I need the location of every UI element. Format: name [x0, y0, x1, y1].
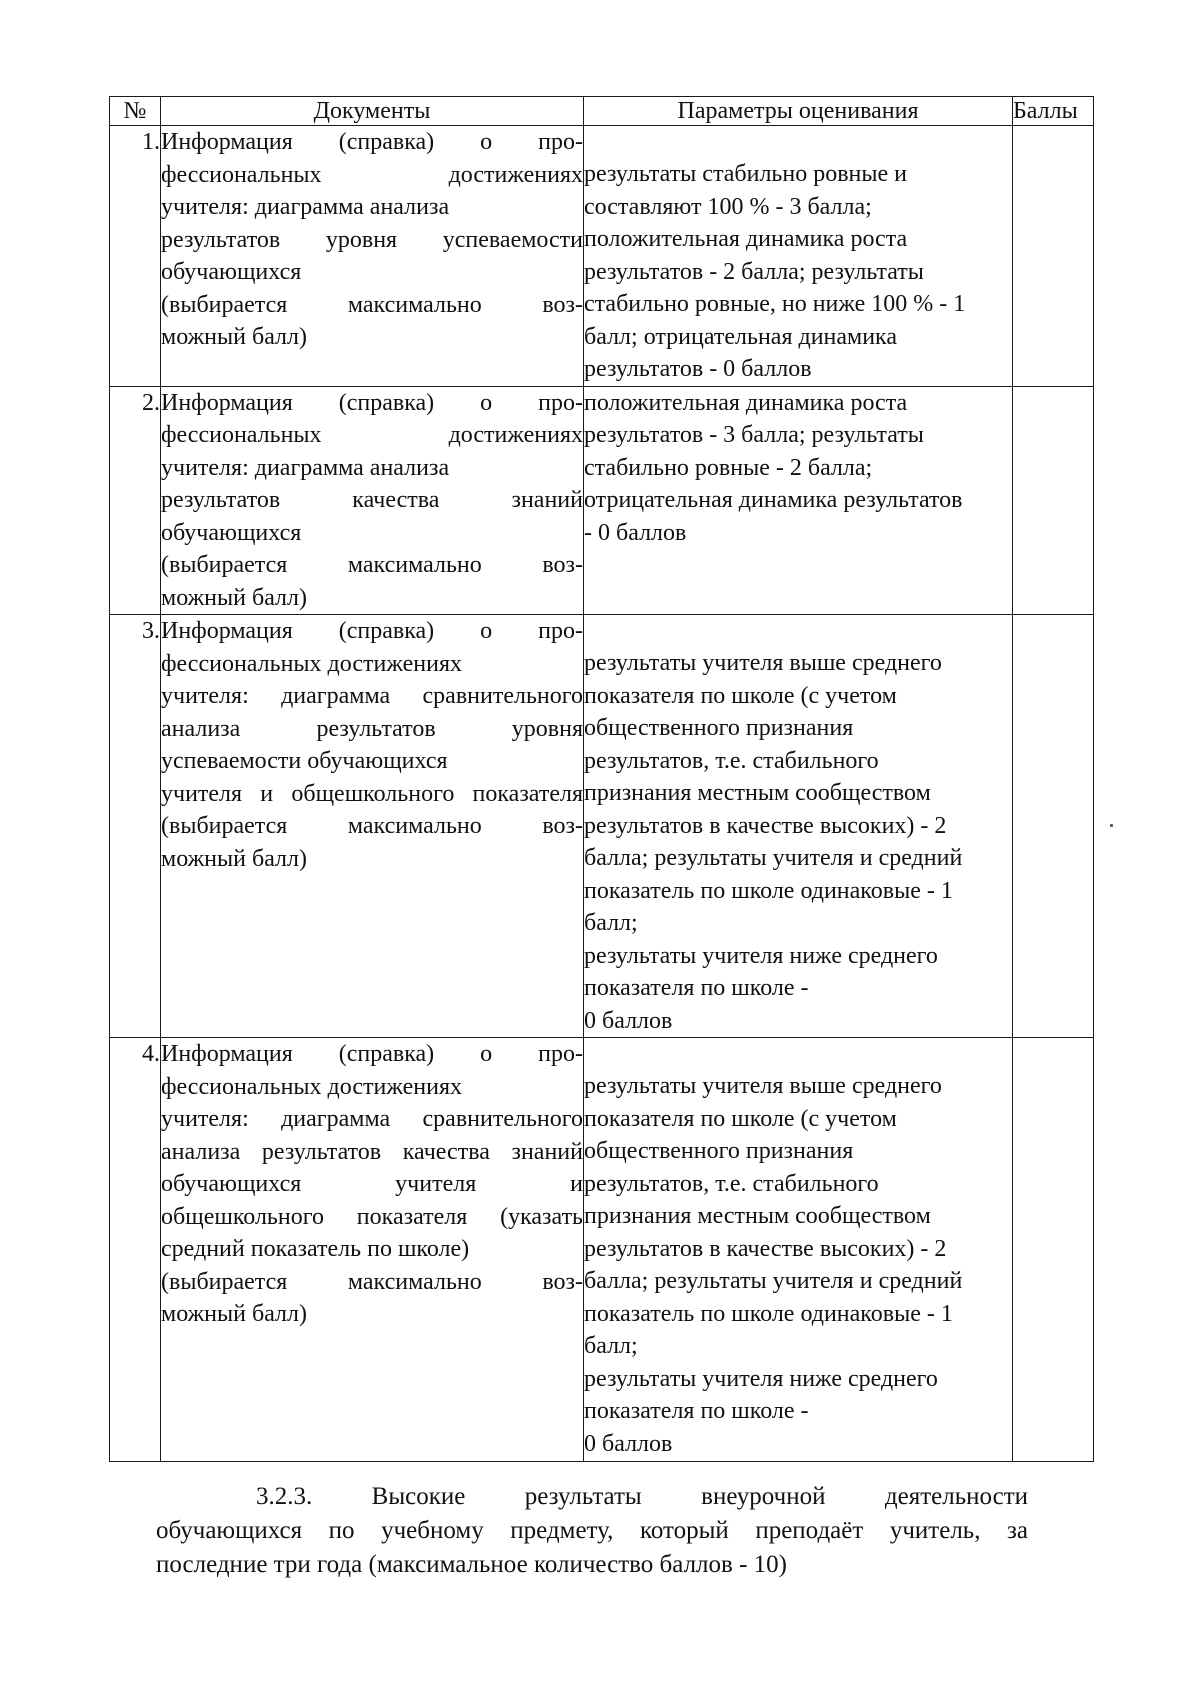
parameter-line: 0 баллов — [584, 1430, 673, 1457]
parameter-line: результатов - 0 баллов — [584, 356, 812, 382]
scan-speck — [1110, 824, 1113, 827]
parameter-line: показателя по школе (с учетом — [584, 1105, 897, 1132]
document-line: (выбирается максимально воз- — [161, 291, 583, 318]
document-line: результатов уровня успеваемости — [161, 226, 583, 253]
parameter-line: результатов, т.е. стабильного — [584, 747, 879, 774]
table-header-row — [110, 97, 1094, 126]
parameter-line: признания местным сообществом — [584, 780, 931, 806]
document-line: общешкольного показателя (указать — [161, 1203, 583, 1230]
parameter-line: результаты учителя выше среднего — [584, 650, 942, 676]
document-line: учителя и общешкольного показателя — [161, 780, 583, 807]
row-number: 4. — [110, 1038, 161, 1462]
paragraph-line: 3.2.3. Высокие результаты внеурочной деятельности — [256, 1483, 1028, 1510]
parameter-line: балла; результаты учителя и средний — [584, 1268, 963, 1294]
document-line: результатов качества знаний — [161, 487, 583, 513]
document-line: можный балл) — [161, 845, 308, 872]
points-cell — [1013, 615, 1094, 1038]
table-row — [110, 126, 1094, 387]
document-line: обучающихся — [161, 259, 302, 285]
paragraph-line: последние три года (максимальное количество баллов - 10) — [156, 1551, 787, 1578]
parameter-line: балл; — [584, 910, 638, 936]
document-line: можный балл) — [161, 584, 308, 611]
header-parameters: Параметры оценивания — [584, 97, 1013, 126]
parameter-line: составляют 100 % - 3 балла; — [584, 193, 872, 220]
section-paragraph — [156, 1480, 1028, 1582]
document-line: фессиональных достижениях — [161, 161, 583, 188]
document-line: анализа результатов качества знаний — [161, 1138, 583, 1165]
parameter-line: показатель по школе одинаковые - 1 — [584, 1300, 953, 1327]
document-line: фессиональных достижениях — [161, 422, 583, 448]
header-documents: Документы — [161, 97, 584, 126]
table-row — [110, 1038, 1094, 1462]
document-line: обучающихся — [161, 519, 302, 546]
parameter-line: результатов в качестве высоких) - 2 — [584, 812, 947, 839]
parameters-cell — [584, 386, 1013, 615]
document-line: фессиональных достижениях — [161, 650, 462, 677]
parameter-line: результаты стабильно ровные и — [584, 161, 908, 187]
parameter-line: результаты учителя ниже среднего — [584, 942, 938, 969]
points-cell — [1013, 386, 1094, 615]
parameter-line: балл; отрицательная динамика — [584, 323, 898, 350]
parameters-cell — [584, 615, 1013, 1038]
parameter-line: показателя по школе - — [584, 1398, 809, 1424]
document-line: учителя: диаграмма анализа — [161, 194, 450, 220]
parameter-line: результатов - 3 балла; результаты — [584, 422, 924, 448]
document-line: (выбирается максимально воз- — [161, 813, 583, 839]
document-line: фессиональных достижениях — [161, 1073, 462, 1100]
document-line: обучающихся учителя и — [161, 1171, 583, 1197]
paragraph-line: обучающихся по учебному предмету, который преподаёт учитель, за — [156, 1517, 1028, 1544]
document-line: учителя: диаграмма сравнительного — [161, 683, 583, 709]
document-cell — [161, 1038, 584, 1462]
parameter-line: отрицательная динамика результатов — [584, 487, 963, 513]
row-number: 2. — [110, 386, 161, 615]
document-cell — [161, 386, 584, 615]
document-line: успеваемости обучающихся — [161, 748, 448, 774]
parameter-line: показателя по школе (с учетом — [584, 682, 897, 709]
document-line: можный балл) — [161, 324, 308, 350]
document-cell — [161, 126, 584, 387]
parameter-line: результатов в качестве высоких) - 2 — [584, 1235, 947, 1262]
document-line: Информация (справка) о про- — [161, 129, 583, 155]
parameter-line: стабильно ровные, но ниже 100 % - 1 — [584, 291, 966, 317]
parameter-line: стабильно ровные - 2 балла; — [584, 454, 873, 481]
parameter-line: признания местным сообществом — [584, 1203, 931, 1229]
parameter-line: положительная динамика роста — [584, 389, 908, 416]
document-cell — [161, 615, 584, 1038]
parameter-line: балла; результаты учителя и средний — [584, 845, 963, 871]
table-row — [110, 386, 1094, 615]
document-line: средний показатель по школе) — [161, 1236, 470, 1262]
criteria-table — [109, 96, 1094, 1462]
parameter-line: результатов - 2 балла; результаты — [584, 258, 924, 285]
parameter-line: показатель по школе одинаковые - 1 — [584, 877, 953, 904]
parameters-cell — [584, 126, 1013, 387]
row-number: 3. — [110, 615, 161, 1038]
header-number: № — [110, 97, 161, 126]
parameter-line: результаты учителя выше среднего — [584, 1073, 942, 1099]
parameter-line: общественного признания — [584, 1138, 854, 1164]
header-points: Баллы — [1013, 97, 1094, 126]
parameter-line: балл; — [584, 1333, 638, 1359]
document-line: учителя: диаграмма анализа — [161, 454, 450, 481]
document-line: можный балл) — [161, 1301, 308, 1327]
document-line: Информация (справка) о про- — [161, 618, 583, 644]
document-line: анализа результатов уровня — [161, 715, 583, 742]
parameter-line: результаты учителя ниже среднего — [584, 1365, 938, 1392]
parameter-line: результатов, т.е. стабильного — [584, 1170, 879, 1197]
points-cell — [1013, 1038, 1094, 1462]
points-cell — [1013, 126, 1094, 387]
document-line: Информация (справка) о про- — [161, 1041, 583, 1067]
document-line: учителя: диаграмма сравнительного — [161, 1106, 583, 1132]
document-line: (выбирается максимально воз- — [161, 552, 583, 578]
parameter-line: общественного признания — [584, 715, 854, 741]
parameter-line: положительная динамика роста — [584, 226, 908, 252]
parameters-cell — [584, 1038, 1013, 1462]
document-line: Информация (справка) о про- — [161, 389, 583, 416]
row-number: 1. — [110, 126, 161, 387]
document-line: (выбирается максимально воз- — [161, 1268, 583, 1295]
parameter-line: - 0 баллов — [584, 519, 687, 546]
table-row — [110, 615, 1094, 1038]
parameter-line: 0 баллов — [584, 1007, 673, 1034]
parameter-line: показателя по школе - — [584, 975, 809, 1001]
